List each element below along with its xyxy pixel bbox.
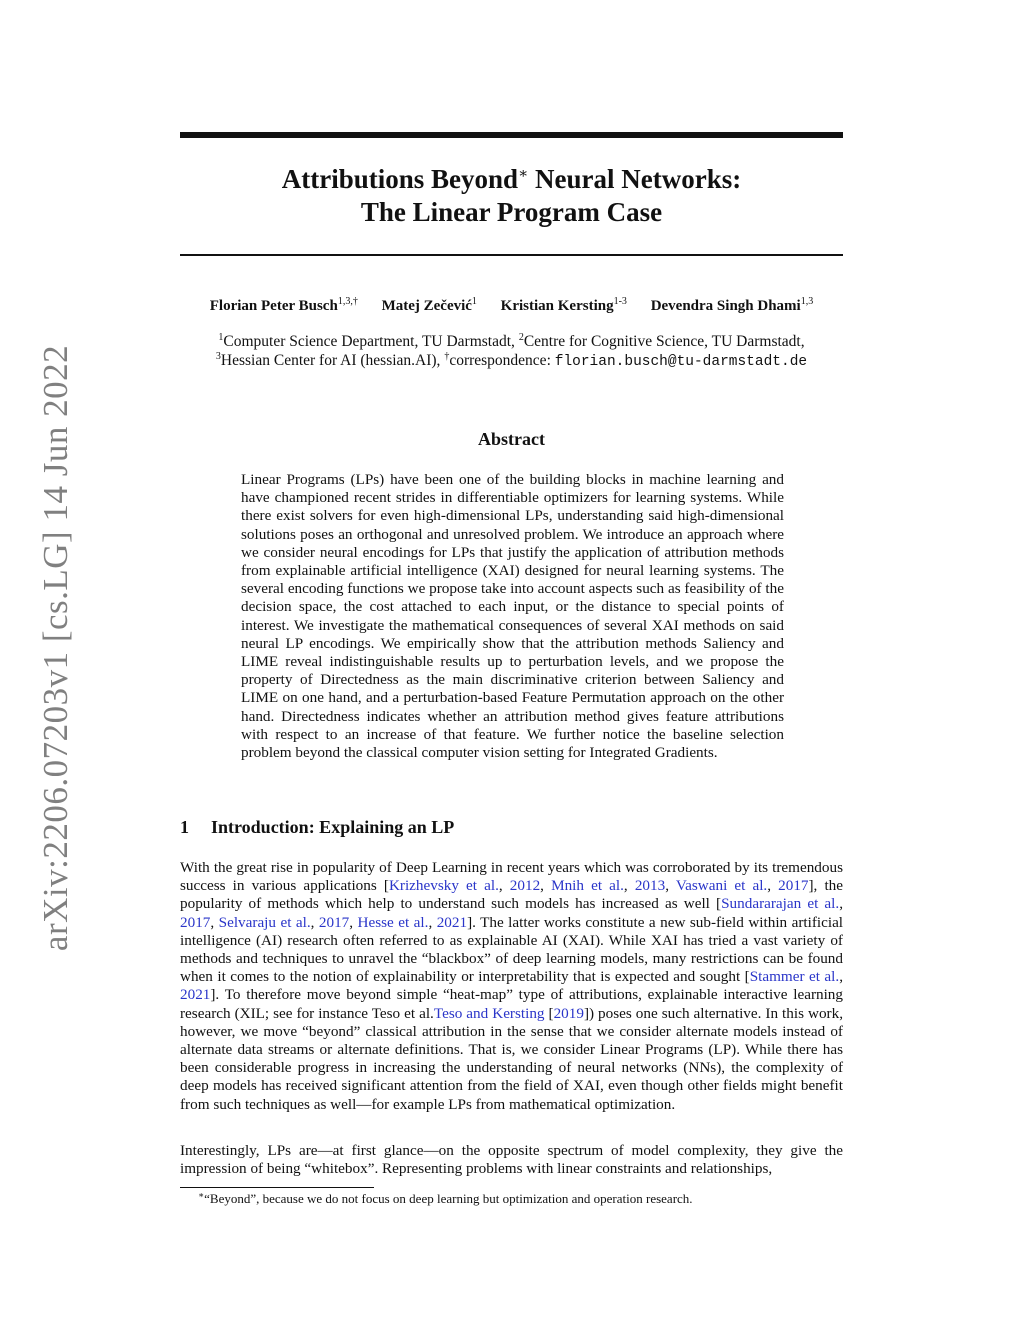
citation-link[interactable]: 2012 (509, 877, 541, 895)
abstract-text: Linear Programs (LPs) have been one of the building blocks in machine learning and have championed recent strides in differentiable optimizers for learning systems. While there exist solvers for even high-dimensional LPs, understanding said high-dimensional solutions poses an orthogonal and unresolved problem. We introduce an approach where we consider neural encodings for LPs that justify the application of attribution methods from explainable artificial intelligence (XAI) designed for neural learning systems. The several encoding functions we propose take into account aspects such as feasibility of the decision space, the cost attached to each input, or the distance to special points of interest. We investigate the mathematical consequences of several XAI methods on said neural LP encodings. We empirically show that the attribution methods Saliency and LIME reveal indistinguishable results up to perturbation levels, and we propose the property of Directedness as the main discriminative criterion between Saliency and LIME on one hand, and a perturbation-based Feature Permutation approach on the other hand. Directedness indicates whether an attribution method gives feature attributions with respect to an increase of that feature. We further notice the baseline selection problem beyond the classical computer vision setting for Integrated Gradients. (241, 471, 784, 762)
author-busch: Florian Peter Busch$^{1,3,\dagger}$ (209, 296, 358, 314)
citation-link[interactable]: 2017 (778, 877, 809, 895)
title-line-2: The Linear Program Case (360, 197, 663, 227)
author-dhami: Devendra Singh Dhami$^{1,3}$ (650, 296, 814, 314)
affiliations: $^1$Computer Science Department, TU Darmstadt, $^2$Centre for Cognitive Science, TU Darmstadt, $^3$Hessian Center for AI (hessian.AI), †correspondence: florian.busch@tu-darmstadt.de (215, 332, 808, 370)
title-top-rule (180, 132, 843, 138)
citation-link[interactable]: Mnih et al. (551, 877, 624, 895)
citation-link[interactable]: Hesse et al. (357, 913, 429, 931)
citation-link[interactable]: Krizhevsky et al. (388, 877, 499, 895)
title-line-1 (282, 164, 741, 194)
citation-link[interactable]: 2013 (634, 877, 666, 895)
section-1-heading (180, 817, 454, 838)
citation-link[interactable]: Teso and Kersting (433, 1004, 545, 1022)
citation-link[interactable]: Stammer et al. (749, 968, 840, 986)
citation-link[interactable]: Selvaraju et al. (218, 913, 311, 931)
author-kersting: Kristian Kersting$^{1-3}$ (500, 296, 627, 314)
paper-title (180, 163, 843, 229)
correspondence-email[interactable]: florian.busch@tu-darmstadt.de (554, 354, 808, 370)
intro-paragraph-1: With the great rise in popularity of Deep Learning in recent years which was corroborated by its tremendous success in various applications [Krizhevsky et al., 2012, Mnih et al., 2013, Vaswani et al., 2017], the popularity of methods which help to understand such models has increased as well [Sundararajan et al., 2017, Selvaraju et al., 2017, Hesse et al., 2021]. The latter works constitute a new sub-field within artificial intelligence (AI) research often referred to as explainable AI (XAI). While XAI has tried a vast variety of methods and techniques to unravel the “blackbox” of deep learning models, many restrictions can be found when it comes to the notion of explainability or interpretability that is expected and sought [Stammer et al., 2021]. To therefore move beyond simple “heat-map” type of attributions, explainable interactive learning research (XIL; see for instance Teso et al.Teso and Kersting [2019]) poses one such alternative. In this work, however, we move “beyond” classical attribution in the sense that we consider alternate models instead of alternate data streams or alternate definitions. That is, we consider Linear Programs (LP). While there has been considerable progress in increasing the understanding of neural networks (NNs), the complexity of deep models has received significant attention from the field of XAI, even though other fields might benefit from such techniques as well—for example LPs from mathematical optimization. (180, 859, 844, 1113)
citation-link[interactable]: Sundararajan et al. (721, 895, 840, 913)
arxiv-identifier-stamp: arXiv:2206.07203v1 [cs.LG] 14 Jun 2022 (36, 344, 75, 952)
footnote-rule (180, 1187, 374, 1188)
title-text-part: Neural Networks: (528, 164, 742, 194)
citation-link[interactable]: 2017 (318, 913, 350, 931)
citation-link[interactable]: Vaswani et al. (675, 877, 768, 895)
author-list (160, 298, 863, 315)
title-footnote-marker[interactable]: ∗ (518, 166, 529, 182)
citation-link[interactable]: 2017 (180, 913, 211, 931)
footnote (198, 1191, 693, 1207)
footnote-marker: ∗ (198, 1190, 205, 1200)
title-text-part: Attributions Beyond (281, 164, 519, 194)
abstract-heading: Abstract (478, 429, 545, 449)
footnote-text: “Beyond”, because we do not focus on deep learning but optimization and operation research. (204, 1191, 693, 1206)
author-zecevic: Matej Zečević$^1$ (381, 296, 477, 314)
citation-link[interactable]: 2019 (553, 1004, 584, 1022)
section-title: Introduction: Explaining an LP (211, 817, 455, 837)
title-bottom-rule (180, 254, 843, 256)
citation-link[interactable]: 2021 (436, 913, 468, 931)
section-number: 1 (180, 817, 189, 837)
citation-link[interactable]: 2021 (180, 986, 211, 1004)
intro-paragraph-2: Interestingly, LPs are—at first glance—on the opposite spectrum of model complexity, they give the impression of being “whitebox”. Representing problems with linear constraints and relationships, (180, 1142, 843, 1178)
